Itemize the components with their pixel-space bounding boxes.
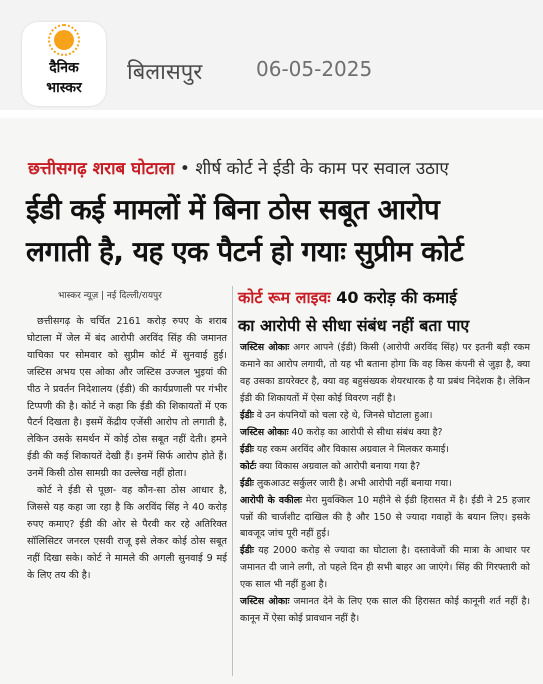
statement: अगर आपने (ईडी) किसी (आरोपी अरविंद सिंह) पर इतनी बड़ी रकम कमाने का आरोप लगायी, तो यह भी बताना होगा कि वह किस कंपनी से जुड़ा है, क्या वह उसका डायरेक्टर है, क्या वह बहुसंख्यक शेयरधारक है या प्रबंध निदेशक है। लेकिन ईडी की शिकायतों में ऐसा कोई विवरण नहीं है। xyxy=(240,342,530,404)
paragraph: छत्तीसगढ़ के चर्चित 2161 करोड़ रुपए के शराब घोटाला में जेल में बंद आरोपी अरविंद सिंह की जमानत याचिका पर सोमवार को सुप्रीम कोर्ट में सुनवाई हुई। जस्टिस अभय एस ओका और जस्टिस उज्जल भुइयां की पीठ ने प्रवर्तन निदेशालय (ईडी) की कार्यप्रणाली पर गंभीर टिप्पणी की है। कोर्ट ने कहा कि ईडी की शिकायतों में एक पैटर्न दिखता है। इसमें केंद्रीय एजेंसी आरोप तो लगाती है, लेकिन उसके समर्थन में कोई ठोस सबूत नहीं देती। हमने ईडी की कई शिकायतें देखी हैं। इनमें सिर्फ आरोप होते हैं। उनमें किसी ठोस सामग्री का उल्लेख नहीं होता। xyxy=(27,316,227,480)
statement: 40 करोड़ का आरोपी से सीधा संबंध क्या है? xyxy=(288,426,443,438)
kicker xyxy=(28,156,449,179)
news-article xyxy=(0,118,543,684)
edition-city: बिलासपुर xyxy=(127,60,203,85)
masthead xyxy=(0,0,543,110)
statement: मेरा मुवक्किल 10 महीने से ईडी हिरासत में है। ईडी ने 25 हजार पन्नों की चार्जशीट दाखिल की है और 150 से ज्यादा गवाहों के बयान लिए। इसके बावजूद जांच पूरी नहीं हुई। xyxy=(240,494,531,540)
speaker: ईडीः xyxy=(240,545,254,557)
statement: लुकआउट सर्कुलर जारी है। अभी आरोपी नहीं बनाया गया। xyxy=(253,477,452,489)
speaker: ईडीः xyxy=(240,409,254,421)
speaker: ईडीः xyxy=(240,443,254,455)
dialogue-entry xyxy=(240,425,530,442)
speaker: कोर्टः xyxy=(240,460,257,472)
dialogue-entry xyxy=(240,476,530,493)
dialogue-entry xyxy=(240,459,530,476)
column-divider xyxy=(232,286,233,676)
kicker-topic: छत्तीसगढ़ शराब घोटाला xyxy=(28,159,175,179)
speaker: जस्टिस ओकाः xyxy=(240,596,290,608)
statement: यह रकम अरविंद और विकास अग्रवाल ने मिलकर कमाई। xyxy=(253,443,449,455)
logo-line-2: भास्कर xyxy=(46,80,82,96)
headline-line-1: ईडी कई मामलों में बिना ठोस सबूत आरोप xyxy=(26,193,440,226)
sun-icon xyxy=(54,30,74,50)
dialogue-entry xyxy=(240,543,530,594)
speaker: जस्टिस ओकाः xyxy=(240,426,289,438)
dainik-bhaskar-logo xyxy=(22,22,106,106)
courtroom-dialogue xyxy=(240,340,530,628)
byline: भास्कर न्यूज़ | नई दिल्ली/रायपुर xyxy=(58,291,162,301)
statement: जमानत देने के लिए एक साल की हिरासत कोई कानूनी शर्त नहीं है। कानून में ऐसा कोई प्रावधान नहीं है। xyxy=(240,596,530,625)
headline-line-2: लगाती है, यह एक पैटर्न हो गयाः सुप्रीम कोर्ट xyxy=(26,235,464,268)
dialogue-entry xyxy=(240,340,530,408)
dialogue-entry xyxy=(240,408,530,425)
courtroom-heading xyxy=(238,286,457,308)
left-column xyxy=(27,314,227,585)
dialogue-entry xyxy=(240,442,530,459)
statement: यह 2000 करोड़ से ज्यादा का घोटाला है। दस्तावेजों की मात्रा के आधार पर जमानत दी जाने लगी, तो पहले दिन ही सभी बाहर आ जाएंगे। सिंह की गिरफ्तारी को एक साल भी नहीं हुआ है। xyxy=(240,545,530,591)
courtroom-label: कोर्ट रूम लाइवः xyxy=(238,288,331,307)
speaker: ईडीः xyxy=(240,477,254,489)
dialogue-entry xyxy=(240,594,530,628)
edition-date: 06-05-2025 xyxy=(256,57,373,81)
paragraph: कोर्ट ने ईडी से पूछा- वह कौन-सा ठोस आधार है, जिससे यह कहा जा रहा है कि अरविंद सिंह ने 40 करोड़ रुपए कमाए? ईडी की ओर से पैरवी कर रहे अतिरिक्त सॉलिसिटर जनरल एसवी राजू इसे लेकर कोई ठोस सबूत नहीं दिखा सके। कोर्ट ने मामले की अगली सुनवाई 9 मई के लिए तय की है। xyxy=(27,485,227,581)
speaker: जस्टिस ओकाः xyxy=(240,342,290,353)
courtroom-heading-line-2: का आरोपी से सीधा संबंध नहीं बता पाए xyxy=(238,316,470,335)
logo-line-1: दैनिक xyxy=(49,60,79,76)
statement: वे उन कंपनियों को चला रहे थे, जिनसे घोटाला हुआ। xyxy=(253,409,433,421)
kicker-subline: • शीर्ष कोर्ट ने ईडी के काम पर सवाल उठाए xyxy=(174,159,449,179)
speaker: आरोपी के वकीलः xyxy=(240,494,302,506)
statement: क्या विकास अग्रवाल को आरोपी बनाया गया है? xyxy=(256,460,421,472)
courtroom-heading-line-1: 40 करोड़ की कमाई xyxy=(330,288,457,307)
dialogue-entry xyxy=(240,493,530,544)
